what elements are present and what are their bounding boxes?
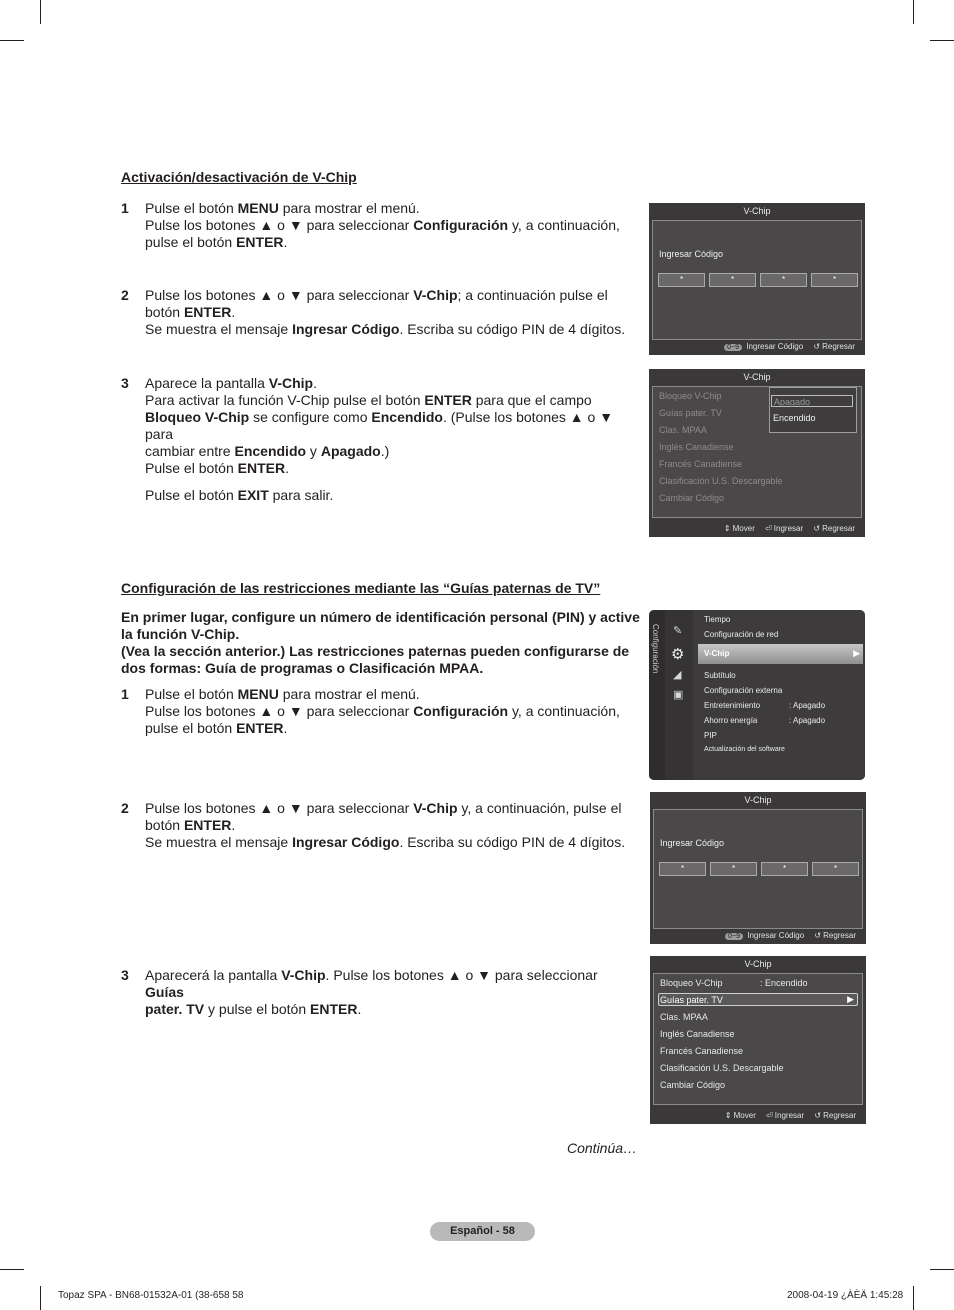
tv-screen-code-entry	[649, 203, 865, 355]
intro-line: dos formas: Guía de programas o Clasificación MPAA.	[121, 660, 484, 676]
menu-item[interactable]: Actualización del software	[704, 746, 785, 753]
screen-panel	[653, 809, 863, 929]
menu-item[interactable]: Tiempo	[704, 615, 731, 624]
enter-hint: Ingresar	[773, 524, 804, 533]
menu-item[interactable]: Francés Canadiense	[660, 1046, 744, 1056]
crop-mark	[0, 1269, 24, 1270]
enter-icon: ⏎	[766, 1111, 773, 1120]
tv-screen-vchip-menu	[649, 369, 865, 537]
step-number: 2	[121, 800, 129, 816]
menu-item-value: : Apagado	[789, 701, 826, 710]
code-digit[interactable]: *	[812, 862, 859, 876]
step-text: Aparecerá la pantalla V-Chip. Pulse los botones ▲ o ▼ para seleccionar Guías pater. TV y pulse el botón ENTER.	[145, 967, 598, 1017]
chevron-right-icon: ▶	[847, 994, 854, 1004]
return-hint: Regresar	[823, 1111, 856, 1120]
return-icon: ↺	[813, 524, 821, 533]
code-digit[interactable]: *	[658, 273, 705, 287]
step-text: Pulse el botón MENU para mostrar el menú. Pulse los botones ▲ o ▼ para seleccionar Configuración y, a continuación, pulse el botón ENTER.	[145, 686, 620, 736]
code-digit[interactable]: *	[811, 273, 858, 287]
step-text: Pulse los botones ▲ o ▼ para seleccionar V-Chip; a continuación pulse el botón ENTER. Se muestra el mensaje Ingresar Código. Escriba su código PIN de 4 dígitos.	[145, 287, 626, 337]
step-number: 1	[121, 200, 129, 216]
menu-item[interactable]: Bloqueo V-Chip	[660, 978, 723, 988]
return-icon: ↺	[814, 931, 822, 940]
crop-mark	[913, 0, 914, 24]
tv-screen-config-menu	[649, 610, 865, 780]
print-info-right: 2008-04-19 ¿ÀÈÄ 1:45:28	[787, 1290, 904, 1301]
return-icon: ↺	[814, 1111, 822, 1120]
intro-paragraph	[121, 609, 641, 677]
menu-item[interactable]: Configuración de red	[704, 630, 779, 639]
menu-icon-column	[665, 610, 693, 780]
menu-item-selected[interactable]: V-Chip	[704, 649, 730, 658]
crop-mark	[40, 1286, 41, 1310]
screen-footer	[717, 931, 856, 940]
code-digit[interactable]: *	[709, 273, 756, 287]
crop-mark	[0, 40, 24, 41]
menu-item[interactable]: Inglés Canadiense	[660, 1029, 735, 1039]
channel-icon[interactable]: ◢	[673, 669, 682, 681]
menu-item[interactable]: Clas. MPAA	[660, 1012, 708, 1022]
input-icon[interactable]: ▣	[673, 689, 684, 701]
crop-mark	[913, 1286, 914, 1310]
screen-title: V-Chip	[743, 372, 771, 382]
menu-item-value: : Apagado	[789, 716, 826, 725]
screen-footer	[716, 524, 855, 533]
step-text: Pulse el botón MENU para mostrar el menú. Pulse los botones ▲ o ▼ para seleccionar Configuración y, a continuación, pulse el botón ENTER.	[145, 200, 620, 250]
intro-line: En primer lugar, configure un número de identificación personal (PIN) y active	[121, 609, 640, 625]
screen-footer	[716, 342, 855, 351]
setup-gear-icon[interactable]: ⚙	[671, 646, 685, 663]
step-number: 3	[121, 375, 129, 391]
config-list	[693, 610, 865, 780]
enter-code-hint: Ingresar Código	[746, 342, 804, 351]
screen-title: V-Chip	[744, 959, 772, 969]
screen-panel	[653, 973, 863, 1105]
menu-item[interactable]: Clasificación U.S. Descargable	[659, 476, 783, 486]
tv-screen-vchip-menu-on	[650, 956, 866, 1124]
number-keys-icon: 0~9	[725, 933, 743, 940]
code-label: Ingresar Código	[659, 249, 724, 259]
menu-item[interactable]: Clasificación U.S. Descargable	[660, 1063, 784, 1073]
move-icon: ⇕	[723, 524, 731, 533]
screen-panel	[652, 220, 862, 340]
code-digit[interactable]: *	[659, 862, 706, 876]
intro-line: la función V-Chip.	[121, 626, 240, 642]
continued-note: Continúa…	[567, 1140, 638, 1156]
print-info-left: Topaz SPA - BN68-01532A-01 (38-658 58	[58, 1290, 244, 1301]
crop-mark	[930, 40, 954, 41]
menu-item[interactable]: Configuración externa	[704, 686, 783, 695]
menu-item[interactable]: Ahorro energía	[704, 716, 758, 725]
option-popup	[769, 387, 857, 433]
crop-mark	[40, 0, 41, 24]
move-hint: Mover	[732, 524, 755, 533]
page-number-badge: Español - 58	[430, 1222, 535, 1241]
code-digit[interactable]: *	[710, 862, 757, 876]
option-apagado[interactable]: Apagado	[771, 395, 853, 407]
screen-title: V-Chip	[743, 206, 771, 216]
screen-footer	[717, 1111, 856, 1120]
return-hint: Regresar	[822, 342, 855, 351]
menu-item-selected[interactable]: Guías pater. TV	[660, 995, 723, 1005]
return-hint: Regresar	[822, 524, 855, 533]
step-number: 2	[121, 287, 129, 303]
menu-item[interactable]: Clas. MPAA	[659, 425, 707, 435]
section-heading-parental-guide: Configuración de las restricciones mediante las “Guías paternas de TV”	[121, 580, 601, 596]
code-label: Ingresar Código	[660, 838, 725, 848]
step-text: Aparece la pantalla V-Chip. Para activar la función V-Chip pulse el botón ENTER para que el campo Bloqueo V-Chip se configure como Encendido. (Pulse los botones ▲ o ▼ para cambiar entre Encendido y Apagado.) Pulse el botón ENTER. Pulse el botón EXIT para salir.	[145, 375, 614, 503]
menu-item[interactable]: Guías pater. TV	[659, 408, 722, 418]
move-hint: Mover	[733, 1111, 756, 1120]
step-text: Pulse los botones ▲ o ▼ para seleccionar V-Chip y, a continuación, pulse el botón ENTER. Se muestra el mensaje Ingresar Código. Escriba su código PIN de 4 dígitos.	[145, 800, 626, 850]
code-digit[interactable]: *	[760, 273, 807, 287]
side-label: Configuración	[651, 624, 660, 674]
menu-item[interactable]: Cambiar Código	[660, 1080, 726, 1090]
enter-code-hint: Ingresar Código	[747, 931, 805, 940]
section-heading-vchip: Activación/desactivación de V-Chip	[121, 169, 357, 185]
menu-item[interactable]: Subtítulo	[704, 671, 736, 680]
tv-screen-code-entry	[650, 792, 866, 944]
side-label-bar	[649, 610, 665, 780]
menu-item[interactable]: Bloqueo V-Chip	[659, 391, 722, 401]
menu-item[interactable]: Inglés Canadiense	[659, 442, 734, 452]
step-number: 3	[121, 967, 129, 983]
menu-item[interactable]: Francés Canadiense	[659, 459, 743, 469]
intro-line: (Vea la sección anterior.) Las restricciones paternas pueden configurarse de	[121, 643, 630, 659]
step-number: 1	[121, 686, 129, 702]
enter-hint: Ingresar	[774, 1111, 805, 1120]
image-icon[interactable]: ✎	[673, 625, 683, 637]
return-hint: Regresar	[823, 931, 856, 940]
screen-panel	[652, 386, 862, 518]
return-icon: ↺	[813, 342, 821, 351]
menu-item[interactable]: Entretenimiento	[704, 701, 761, 710]
code-digit[interactable]: *	[761, 862, 808, 876]
enter-icon: ⏎	[765, 524, 772, 533]
screen-title: V-Chip	[744, 795, 772, 805]
menu-item-value: : Encendido	[760, 978, 808, 988]
crop-mark	[930, 1269, 954, 1270]
chevron-right-icon: ▶	[853, 648, 860, 658]
move-icon: ⇕	[724, 1111, 732, 1120]
option-encendido[interactable]: Encendido	[773, 413, 816, 423]
menu-item[interactable]: Cambiar Código	[659, 493, 725, 503]
number-keys-icon: 0~9	[724, 344, 742, 351]
menu-item[interactable]: PIP	[704, 731, 717, 740]
